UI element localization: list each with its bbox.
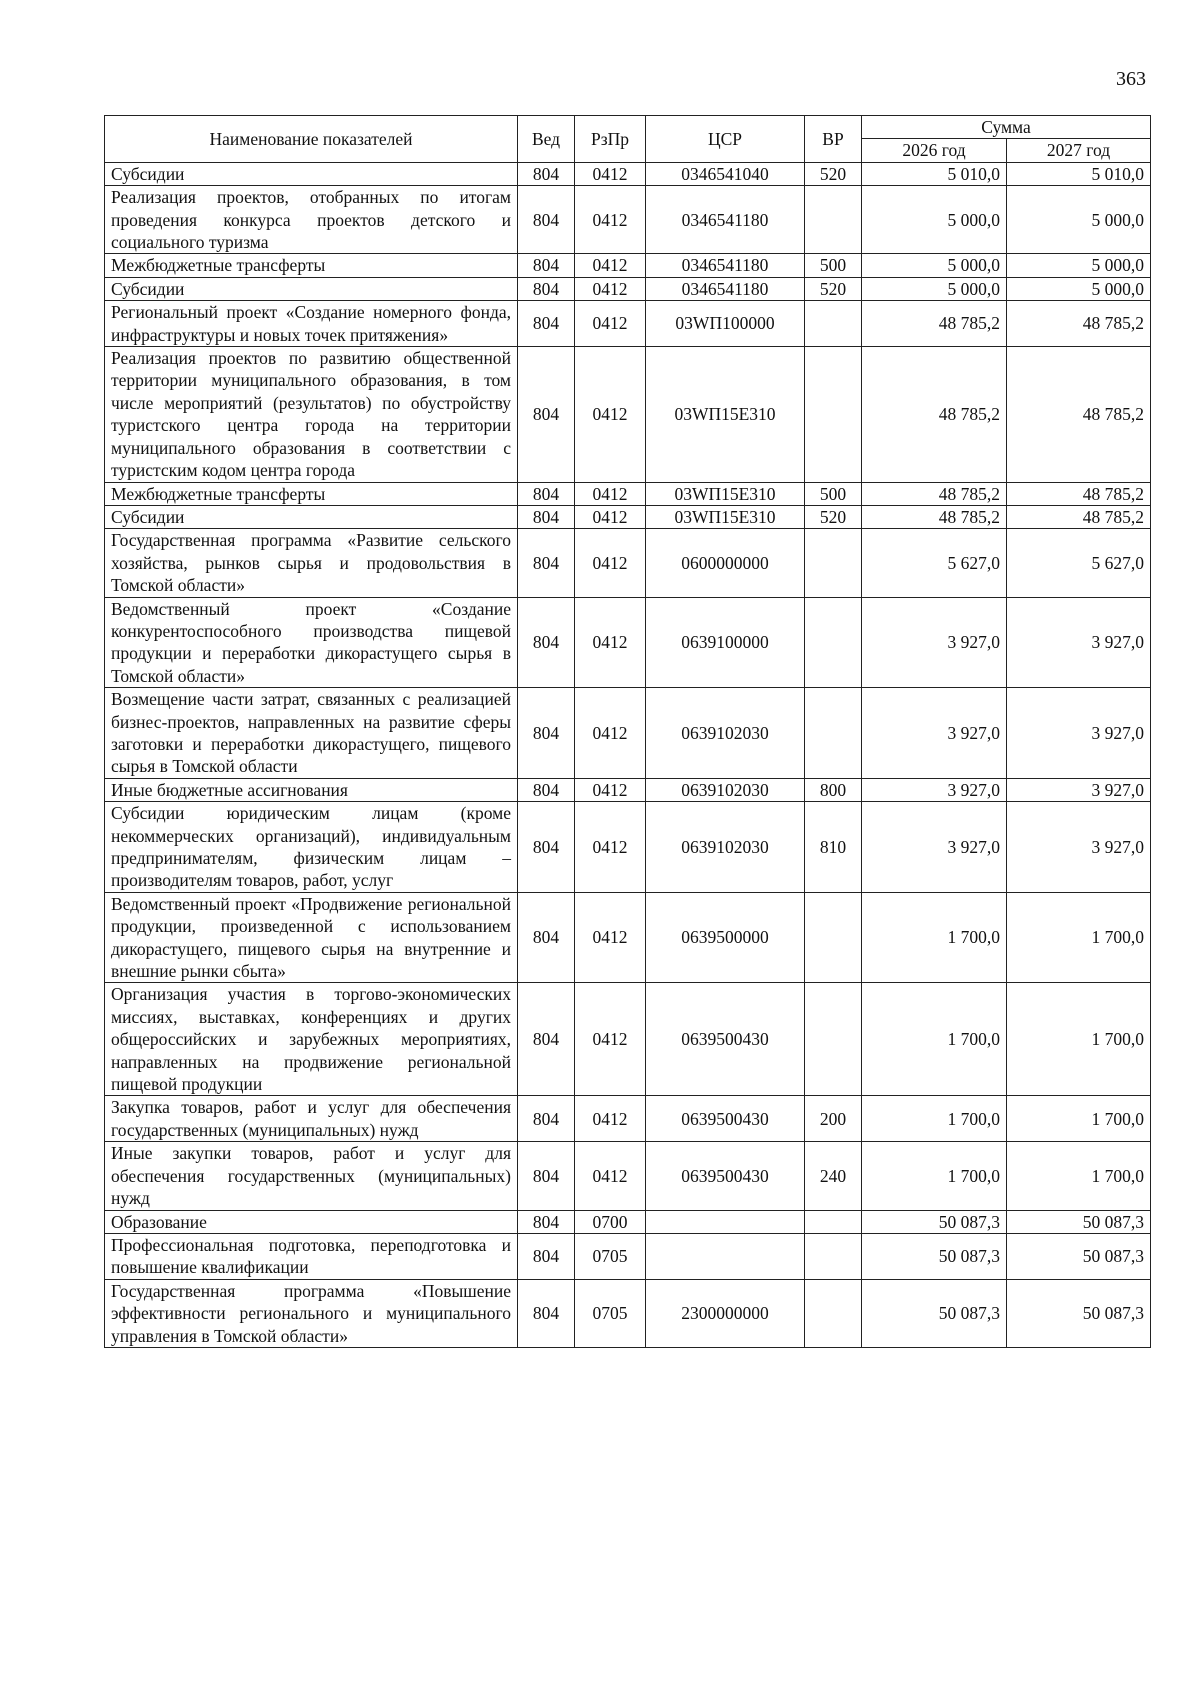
cell-sum-2027: 3 927,0 — [1007, 802, 1151, 893]
cell-sum-2026: 48 785,2 — [862, 482, 1007, 505]
cell-csr: 0639100000 — [646, 597, 805, 688]
cell-name: Реализация проектов по развитию общественной территории муниципального образования, в том числе мероприятий (результатов) по обустройству туристского центра города на территории муниципального образования в соответствии с туристским кодом центра города — [105, 347, 518, 482]
cell-sum-2026: 3 927,0 — [862, 802, 1007, 893]
cell-sum-2027: 48 785,2 — [1007, 482, 1151, 505]
cell-sum-2027: 1 700,0 — [1007, 983, 1151, 1096]
table-row — [105, 186, 1151, 254]
cell-name: Профессиональная подготовка, переподготовка и повышение квалификации — [105, 1233, 518, 1279]
table-row — [105, 1096, 1151, 1142]
table-header — [105, 116, 1151, 163]
cell-name: Ведомственный проект «Создание конкурентоспособного производства пищевой продукции и переработки дикорастущего сырья в Томской области» — [105, 597, 518, 688]
table-row — [105, 347, 1151, 482]
cell-rzpr: 0700 — [575, 1210, 646, 1233]
cell-rzpr: 0412 — [575, 983, 646, 1096]
cell-csr: 0600000000 — [646, 529, 805, 597]
header-vr: ВР — [805, 116, 862, 163]
cell-csr: 0639500430 — [646, 983, 805, 1096]
cell-ved: 804 — [518, 802, 575, 893]
cell-vr: 800 — [805, 778, 862, 801]
cell-csr: 0639500000 — [646, 892, 805, 983]
cell-vr: 520 — [805, 505, 862, 528]
cell-name: Субсидии юридическим лицам (кроме некоммерческих организаций), индивидуальным предпринимателям, физическим лицам – производителям товаров, работ, услуг — [105, 802, 518, 893]
cell-csr: 03WП15Е310 — [646, 505, 805, 528]
cell-vr — [805, 597, 862, 688]
cell-vr — [805, 688, 862, 779]
cell-name: Государственная программа «Повышение эффективности регионального и муниципального управления в Томской области» — [105, 1279, 518, 1347]
cell-sum-2027: 3 927,0 — [1007, 688, 1151, 779]
cell-csr: 0346541180 — [646, 277, 805, 300]
cell-name: Организация участия в торгово-экономических миссиях, выставках, конференциях и других общероссийских и зарубежных мероприятиях, направленных на продвижение региональной пищевой продукции — [105, 983, 518, 1096]
cell-csr: 0639500430 — [646, 1096, 805, 1142]
cell-rzpr: 0412 — [575, 505, 646, 528]
cell-vr: 500 — [805, 482, 862, 505]
cell-name: Иные бюджетные ассигнования — [105, 778, 518, 801]
cell-sum-2027: 48 785,2 — [1007, 505, 1151, 528]
cell-sum-2027: 5 627,0 — [1007, 529, 1151, 597]
cell-vr: 520 — [805, 162, 862, 185]
cell-sum-2027: 50 087,3 — [1007, 1233, 1151, 1279]
cell-sum-2027: 1 700,0 — [1007, 892, 1151, 983]
cell-sum-2026: 5 010,0 — [862, 162, 1007, 185]
cell-rzpr: 0412 — [575, 688, 646, 779]
cell-sum-2026: 48 785,2 — [862, 301, 1007, 347]
cell-ved: 804 — [518, 778, 575, 801]
cell-rzpr: 0705 — [575, 1233, 646, 1279]
cell-rzpr: 0412 — [575, 301, 646, 347]
cell-rzpr: 0412 — [575, 1096, 646, 1142]
cell-vr: 520 — [805, 277, 862, 300]
cell-name: Реализация проектов, отобранных по итогам проведения конкурса проектов детского и социального туризма — [105, 186, 518, 254]
table-row — [105, 162, 1151, 185]
cell-ved: 804 — [518, 162, 575, 185]
cell-sum-2026: 5 000,0 — [862, 277, 1007, 300]
cell-csr — [646, 1210, 805, 1233]
cell-name: Ведомственный проект «Продвижение региональной продукции, произведенной с использованием дикорастущего, пищевого сырья на внутренние и внешние рынки сбыта» — [105, 892, 518, 983]
cell-sum-2026: 5 627,0 — [862, 529, 1007, 597]
header-name: Наименование показателей — [105, 116, 518, 163]
cell-vr — [805, 983, 862, 1096]
cell-vr — [805, 1279, 862, 1347]
cell-sum-2026: 1 700,0 — [862, 892, 1007, 983]
cell-sum-2027: 50 087,3 — [1007, 1210, 1151, 1233]
cell-ved: 804 — [518, 277, 575, 300]
cell-csr: 0346541180 — [646, 186, 805, 254]
cell-ved: 804 — [518, 529, 575, 597]
cell-rzpr: 0412 — [575, 597, 646, 688]
cell-vr: 200 — [805, 1096, 862, 1142]
cell-sum-2026: 50 087,3 — [862, 1233, 1007, 1279]
budget-table — [104, 115, 1151, 1348]
cell-name: Образование — [105, 1210, 518, 1233]
cell-ved: 804 — [518, 186, 575, 254]
cell-sum-2026: 50 087,3 — [862, 1210, 1007, 1233]
cell-csr: 03WП15Е310 — [646, 347, 805, 482]
table-row — [105, 254, 1151, 277]
cell-sum-2026: 48 785,2 — [862, 347, 1007, 482]
cell-csr: 0639500430 — [646, 1142, 805, 1210]
cell-rzpr: 0412 — [575, 277, 646, 300]
table-row — [105, 892, 1151, 983]
cell-vr — [805, 529, 862, 597]
header-ved: Вед — [518, 116, 575, 163]
header-rzpr: РзПр — [575, 116, 646, 163]
cell-ved: 804 — [518, 301, 575, 347]
cell-rzpr: 0412 — [575, 529, 646, 597]
cell-sum-2026: 48 785,2 — [862, 505, 1007, 528]
cell-name: Субсидии — [105, 277, 518, 300]
header-2026: 2026 год — [862, 139, 1007, 162]
cell-sum-2026: 3 927,0 — [862, 597, 1007, 688]
cell-rzpr: 0412 — [575, 778, 646, 801]
cell-sum-2027: 48 785,2 — [1007, 301, 1151, 347]
table-row — [105, 1210, 1151, 1233]
cell-ved: 804 — [518, 1142, 575, 1210]
cell-rzpr: 0412 — [575, 892, 646, 983]
cell-rzpr: 0412 — [575, 347, 646, 482]
cell-sum-2027: 1 700,0 — [1007, 1142, 1151, 1210]
cell-ved: 804 — [518, 983, 575, 1096]
cell-rzpr: 0412 — [575, 802, 646, 893]
cell-sum-2027: 1 700,0 — [1007, 1096, 1151, 1142]
cell-ved: 804 — [518, 347, 575, 482]
table-row — [105, 802, 1151, 893]
page-number: 363 — [1116, 68, 1146, 90]
table-row — [105, 1142, 1151, 1210]
table-row — [105, 301, 1151, 347]
cell-sum-2027: 5 000,0 — [1007, 186, 1151, 254]
cell-vr — [805, 301, 862, 347]
cell-rzpr: 0412 — [575, 482, 646, 505]
cell-sum-2026: 1 700,0 — [862, 1096, 1007, 1142]
table-row — [105, 505, 1151, 528]
cell-sum-2026: 1 700,0 — [862, 983, 1007, 1096]
cell-csr: 03WП100000 — [646, 301, 805, 347]
cell-rzpr: 0412 — [575, 186, 646, 254]
cell-name: Субсидии — [105, 162, 518, 185]
cell-rzpr: 0412 — [575, 1142, 646, 1210]
cell-vr: 240 — [805, 1142, 862, 1210]
cell-ved: 804 — [518, 254, 575, 277]
table-row — [105, 1233, 1151, 1279]
cell-name: Региональный проект «Создание номерного фонда, инфраструктуры и новых точек притяжения» — [105, 301, 518, 347]
cell-csr: 0639102030 — [646, 802, 805, 893]
table-row — [105, 277, 1151, 300]
cell-sum-2027: 3 927,0 — [1007, 778, 1151, 801]
cell-csr: 0346541040 — [646, 162, 805, 185]
cell-vr — [805, 1210, 862, 1233]
cell-csr: 2300000000 — [646, 1279, 805, 1347]
cell-rzpr: 0705 — [575, 1279, 646, 1347]
cell-name: Иные закупки товаров, работ и услуг для обеспечения государственных (муниципальных) нужд — [105, 1142, 518, 1210]
cell-vr: 500 — [805, 254, 862, 277]
cell-vr — [805, 1233, 862, 1279]
cell-csr: 0639102030 — [646, 778, 805, 801]
cell-rzpr: 0412 — [575, 254, 646, 277]
cell-csr: 0639102030 — [646, 688, 805, 779]
cell-vr — [805, 347, 862, 482]
cell-name: Закупка товаров, работ и услуг для обеспечения государственных (муниципальных) нужд — [105, 1096, 518, 1142]
cell-ved: 804 — [518, 688, 575, 779]
cell-name: Межбюджетные трансферты — [105, 254, 518, 277]
table-row — [105, 778, 1151, 801]
table-row — [105, 983, 1151, 1096]
cell-sum-2026: 1 700,0 — [862, 1142, 1007, 1210]
cell-rzpr: 0412 — [575, 162, 646, 185]
cell-name: Возмещение части затрат, связанных с реализацией бизнес-проектов, направленных на развитие сферы заготовки и переработки дикорастущего, пищевого сырья в Томской области — [105, 688, 518, 779]
cell-ved: 804 — [518, 892, 575, 983]
cell-ved: 804 — [518, 1279, 575, 1347]
cell-sum-2027: 5 010,0 — [1007, 162, 1151, 185]
cell-sum-2026: 5 000,0 — [862, 186, 1007, 254]
cell-ved: 804 — [518, 482, 575, 505]
cell-ved: 804 — [518, 1210, 575, 1233]
cell-csr: 03WП15Е310 — [646, 482, 805, 505]
table-row — [105, 688, 1151, 779]
header-csr: ЦСР — [646, 116, 805, 163]
cell-vr — [805, 892, 862, 983]
header-2027: 2027 год — [1007, 139, 1151, 162]
cell-vr — [805, 186, 862, 254]
cell-sum-2026: 5 000,0 — [862, 254, 1007, 277]
header-sum: Сумма — [862, 116, 1151, 139]
cell-ved: 804 — [518, 1233, 575, 1279]
cell-ved: 804 — [518, 505, 575, 528]
table-row — [105, 482, 1151, 505]
cell-vr: 810 — [805, 802, 862, 893]
cell-sum-2027: 5 000,0 — [1007, 254, 1151, 277]
table-body — [105, 162, 1151, 1347]
cell-ved: 804 — [518, 597, 575, 688]
cell-name: Государственная программа «Развитие сельского хозяйства, рынков сырья и продовольствия в Томской области» — [105, 529, 518, 597]
cell-sum-2027: 48 785,2 — [1007, 347, 1151, 482]
table-row — [105, 529, 1151, 597]
cell-name: Межбюджетные трансферты — [105, 482, 518, 505]
cell-sum-2026: 3 927,0 — [862, 688, 1007, 779]
table-row — [105, 1279, 1151, 1347]
cell-sum-2026: 3 927,0 — [862, 778, 1007, 801]
cell-csr — [646, 1233, 805, 1279]
cell-sum-2027: 50 087,3 — [1007, 1279, 1151, 1347]
cell-sum-2026: 50 087,3 — [862, 1279, 1007, 1347]
cell-name: Субсидии — [105, 505, 518, 528]
cell-csr: 0346541180 — [646, 254, 805, 277]
cell-sum-2027: 3 927,0 — [1007, 597, 1151, 688]
table-row — [105, 597, 1151, 688]
cell-ved: 804 — [518, 1096, 575, 1142]
cell-sum-2027: 5 000,0 — [1007, 277, 1151, 300]
